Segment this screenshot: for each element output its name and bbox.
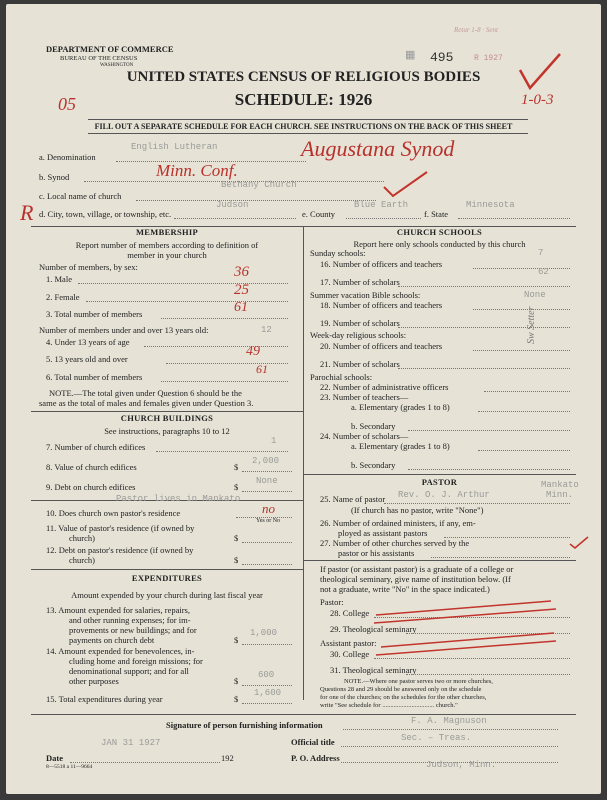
synod-handwritten: Minn. Conf. bbox=[156, 161, 238, 180]
print-code: 8—5518 a 11—9664 bbox=[46, 764, 93, 770]
age-group-label: Number of members under and over 13 years old: bbox=[39, 325, 209, 335]
college-note-1: If pastor (or assistant pastor) is a graduate of a college or bbox=[320, 564, 514, 574]
town-typed: Judson bbox=[216, 200, 249, 210]
weekday-schools-label: Week-day religious schools: bbox=[310, 330, 407, 340]
dollar-sign-13: $ bbox=[234, 635, 239, 645]
dollar-sign-11: $ bbox=[234, 533, 239, 543]
q18-label: 18. Number of officers and teachers bbox=[320, 300, 443, 310]
edifice-value-label: 8. Value of church edifices bbox=[46, 462, 137, 472]
buildings-heading: CHURCH BUILDINGS bbox=[120, 413, 214, 423]
summer-value: None bbox=[524, 290, 546, 300]
total-members-6-value: 61 bbox=[256, 362, 268, 376]
pencil-note: Retur 1-8 · Sent bbox=[454, 26, 498, 34]
po-address-label: P. O. Address bbox=[291, 753, 340, 763]
pastor-note-1: NOTE.—Where one pastor serves two or more churches, bbox=[344, 678, 493, 685]
q29-label: 29. Theological seminary bbox=[330, 624, 417, 634]
q27-label-2: pastor or his assistants bbox=[338, 548, 415, 558]
edifices-value: 1 bbox=[271, 436, 277, 446]
census-form-page bbox=[6, 4, 601, 794]
parochial-label: Parochial schools: bbox=[310, 372, 373, 382]
signature-label: Signature of person furnishing information bbox=[166, 720, 323, 730]
denomination-label: a. Denomination bbox=[39, 152, 96, 162]
bureau-name: BUREAU OF THE CENSUS bbox=[60, 55, 138, 62]
male-label: 1. Male bbox=[46, 274, 72, 284]
q20-label: 20. Number of officers and teachers bbox=[320, 341, 443, 351]
benevolences-label-4: other purposes bbox=[69, 676, 119, 686]
age-typed-value: 12 bbox=[261, 325, 272, 335]
parsonage-value: no bbox=[262, 501, 275, 516]
parsonage-label: 10. Does church own pastor's residence bbox=[46, 508, 181, 518]
membership-note-1: NOTE.—The total given under Question 6 should be the bbox=[49, 388, 242, 398]
county-typed: Blue Earth bbox=[354, 200, 409, 210]
edifices-label: 7. Number of church edifices bbox=[46, 442, 146, 452]
parsonage-debt-label-2: church) bbox=[69, 555, 95, 565]
q25-label: 25. Name of pastor bbox=[320, 494, 386, 504]
po-address-typed: Judson, Minn. bbox=[426, 760, 497, 770]
synod-label: b. Synod bbox=[39, 172, 70, 182]
department-name: DEPARTMENT OF COMMERCE bbox=[46, 44, 174, 54]
town-label: d. City, town, village, or township, etc. bbox=[39, 209, 172, 219]
over-13-label: 5. 13 years old and over bbox=[46, 354, 128, 364]
q30-label: 30. College bbox=[330, 649, 370, 659]
q28-label: 28. College bbox=[330, 608, 370, 618]
form-title: UNITED STATES CENSUS OF RELIGIOUS BODIES bbox=[126, 69, 481, 85]
q16-value: 7 bbox=[538, 248, 544, 258]
pastor-lives-typed: Pastor lives in Mankato bbox=[116, 494, 241, 504]
official-title-typed: Sec. – Treas. bbox=[401, 733, 472, 743]
pastor-note-3: for one of the churches; on the schedules for the other churches, bbox=[320, 694, 487, 701]
denomination-typed: English Lutheran bbox=[131, 142, 218, 152]
q27-label-1: 27. Number of other churches served by the bbox=[320, 538, 470, 548]
membership-note-2: same as the total of males and females given under Question 3. bbox=[39, 398, 254, 408]
benevolences-label-3: denominational support; and for all bbox=[69, 666, 189, 676]
salaries-label-3: provements or new buildings; and for bbox=[69, 625, 197, 635]
pastor-note-4: write "See schedule for ................................ church." bbox=[320, 702, 458, 709]
pastor-heading: PASTOR bbox=[421, 477, 458, 487]
vertical-pencil-note: Sw Setter bbox=[526, 306, 537, 344]
pastor-state-typed: Minn. bbox=[546, 490, 574, 500]
schedule-year: SCHEDULE: 1926 bbox=[234, 90, 373, 109]
church-name-label: c. Local name of church bbox=[39, 191, 122, 201]
dollar-sign-15: $ bbox=[234, 694, 239, 704]
q17-label: 17. Number of scholars bbox=[320, 277, 400, 287]
handwritten-1-0-3: 1-0-3 bbox=[521, 92, 554, 108]
signature-typed: F. A. Magnuson bbox=[411, 716, 487, 726]
q23a-label: a. Elementary (grades 1 to 8) bbox=[351, 402, 450, 412]
stamp-mark: ▦ bbox=[405, 49, 416, 61]
benevolences-value: 600 bbox=[258, 670, 275, 680]
q24a-label: a. Elementary (grades 1 to 8) bbox=[351, 441, 450, 451]
q26-label-1: 26. Number of ordained ministers, if any, em- bbox=[320, 518, 476, 528]
state-typed: Minnesota bbox=[466, 200, 515, 210]
pastor-label: Pastor: bbox=[320, 597, 344, 607]
salaries-value: 1,000 bbox=[250, 628, 278, 638]
date-stamp: JAN 31 1927 bbox=[101, 738, 161, 748]
q31-label: 31. Theological seminary bbox=[330, 665, 417, 675]
q26-label-2: ployed as assistant pastors bbox=[338, 528, 428, 538]
schools-instruction: Report here only schools conducted by this church bbox=[353, 239, 526, 249]
male-value: 36 bbox=[234, 264, 249, 280]
over-13-value: 49 bbox=[246, 344, 260, 359]
q19-label: 19. Number of scholars bbox=[320, 318, 400, 328]
buildings-instruction: See instructions, paragraphs 10 to 12 bbox=[104, 426, 230, 436]
debt-edifices-label: 9. Debt on church edifices bbox=[46, 482, 136, 492]
red-check-church bbox=[381, 169, 431, 199]
dollar-sign-14: $ bbox=[234, 676, 239, 686]
q21-label: 21. Number of scholars bbox=[320, 359, 400, 369]
summer-schools-label: Summer vacation Bible schools: bbox=[310, 290, 421, 300]
expenditures-instruction: Amount expended by your church during last fiscal year bbox=[71, 590, 263, 600]
handwritten-R: R bbox=[20, 200, 34, 225]
salaries-label-1: 13. Amount expended for salaries, repairs, bbox=[46, 605, 190, 615]
year-192: 192 bbox=[221, 753, 234, 763]
q24b-label: b. Secondary bbox=[351, 460, 396, 470]
membership-instruction-1: Report number of members according to definition of bbox=[75, 240, 259, 250]
members-by-sex-label: Number of members, by sex: bbox=[39, 262, 138, 272]
dollar-sign-9: $ bbox=[234, 482, 239, 492]
faint-stamp: R 1927 bbox=[474, 54, 503, 63]
total-members-value: 61 bbox=[234, 300, 248, 315]
red-tick-q27 bbox=[568, 534, 590, 550]
form-number: 495 bbox=[430, 50, 454, 65]
total-expenditures-label: 15. Total expenditures during year bbox=[46, 694, 163, 704]
q25-hint: (If church has no pastor, write "None") bbox=[351, 505, 484, 515]
college-note-2: theological seminary, give name of institution below. (If bbox=[320, 574, 511, 584]
dollar-sign-12: $ bbox=[234, 555, 239, 565]
female-value: 25 bbox=[234, 282, 249, 298]
total-members-label: 3. Total number of members bbox=[46, 309, 143, 319]
parsonage-debt-label: 12. Debt on pastor's residence (if owned by bbox=[46, 545, 194, 555]
under-13-label: 4. Under 13 years of age bbox=[46, 337, 130, 347]
official-title-label: Official title bbox=[291, 737, 335, 747]
sunday-schools-label: Sunday schools: bbox=[310, 248, 366, 258]
debt-edifices-value: None bbox=[256, 476, 278, 486]
parsonage-value-label-2: church) bbox=[69, 533, 95, 543]
pastor-name-typed: Rev. O. J. Arthur bbox=[398, 490, 490, 500]
pastor-city-typed: Mankato bbox=[541, 480, 579, 490]
benevolences-label-1: 14. Amount expended for benevolences, in- bbox=[46, 646, 195, 656]
church-name-typed: Bethany Church bbox=[221, 180, 297, 190]
parsonage-value-label: 11. Value of pastor's residence (if owned by bbox=[46, 523, 195, 533]
total-members-6-label: 6. Total number of members bbox=[46, 372, 143, 382]
expenditures-heading: EXPENDITURES bbox=[131, 573, 203, 583]
state-label: f. State bbox=[424, 209, 449, 219]
pastor-note-2: Questions 28 and 29 should be answered only on the schedule bbox=[320, 686, 482, 693]
red-check-top bbox=[516, 48, 566, 98]
benevolences-label-2: cluding home and foreign missions; for bbox=[69, 656, 203, 666]
total-expenditures-value: 1,600 bbox=[254, 688, 282, 698]
schools-heading: CHURCH SCHOOLS bbox=[396, 227, 483, 237]
instruction-banner: FILL OUT A SEPARATE SCHEDULE FOR EACH CHURCH. SEE INSTRUCTIONS ON THE BACK OF THIS SHEET bbox=[94, 122, 513, 131]
q23-label: 23. Number of teachers— bbox=[320, 392, 409, 402]
city-name: WASHINGTON bbox=[100, 63, 134, 68]
membership-instruction-2: member in your church bbox=[127, 250, 207, 260]
county-label: e. County bbox=[302, 209, 336, 219]
assistant-pastor-label: Assistant pastor: bbox=[320, 638, 377, 648]
salaries-label-2: and other running expenses; for im- bbox=[69, 615, 191, 625]
edifice-value-amount: 2,000 bbox=[252, 456, 280, 466]
q24-label: 24. Number of scholars— bbox=[320, 431, 409, 441]
membership-heading: MEMBERSHIP bbox=[135, 227, 199, 237]
dollar-sign-8: $ bbox=[234, 462, 239, 472]
q22-label: 22. Number of administrative officers bbox=[320, 382, 449, 392]
q16-label: 16. Number of officers and teachers bbox=[320, 259, 443, 269]
q17-value: 62 bbox=[538, 267, 549, 277]
q23b-label: b. Secondary bbox=[351, 421, 396, 431]
female-label: 2. Female bbox=[46, 292, 80, 302]
handwritten-05: 05 bbox=[58, 94, 76, 114]
yes-or-no-hint: Yes or No bbox=[256, 518, 281, 524]
denomination-handwritten: Augustana Synod bbox=[301, 136, 455, 161]
salaries-label-4: payments on church debt bbox=[69, 635, 155, 645]
college-note-3: not a graduate, write "No" in the space indicated.) bbox=[320, 584, 490, 594]
date-label: Date bbox=[46, 753, 63, 763]
